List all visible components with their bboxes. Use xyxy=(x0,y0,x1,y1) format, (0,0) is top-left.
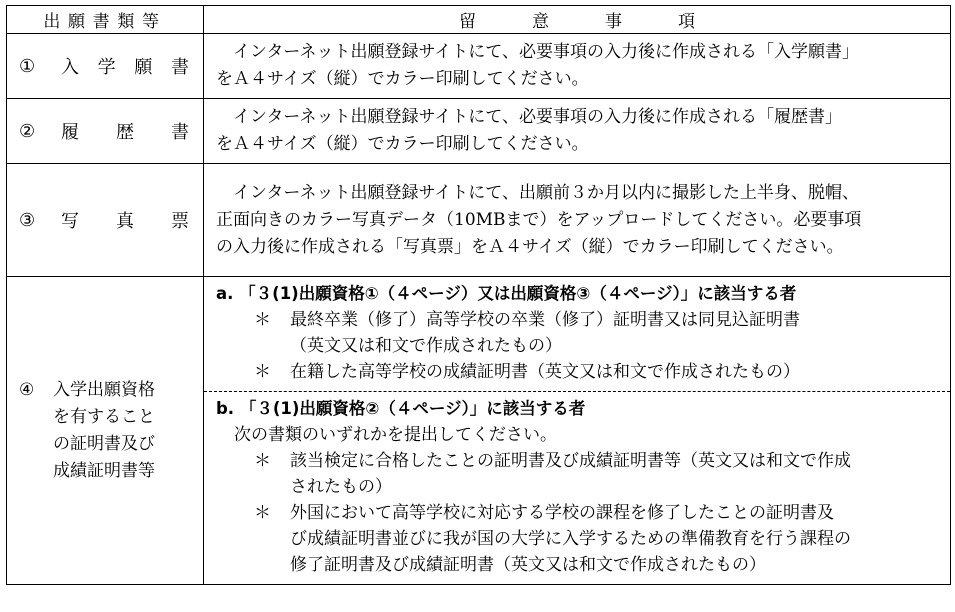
doc-name-cell xyxy=(7,99,204,164)
asterisk-mark: ＊ xyxy=(254,503,271,523)
item-number: ① xyxy=(19,55,36,77)
list-item xyxy=(216,359,940,385)
list-item-continuation: （英文又は和文で作成されたもの） xyxy=(290,336,562,356)
doc-name-char: 書 xyxy=(171,122,189,143)
doc-name-line: の証明書及び xyxy=(53,433,155,454)
doc-name-char: 真 xyxy=(116,211,134,232)
note-cell xyxy=(204,99,951,164)
header-notes-char: 事 xyxy=(605,12,622,32)
note-line: インターネット出願登録サイトにて、必要事項の入力後に作成される「履歴書」 xyxy=(233,107,842,127)
header-documents: 出願書類等 xyxy=(7,6,204,34)
doc-name-line: 成績証明書等 xyxy=(53,460,155,481)
list-item-text: 外国において高等学校に対応する学校の課程を修了したことの証明書及 xyxy=(290,503,834,523)
note-cell xyxy=(204,164,951,277)
doc-name-char: 票 xyxy=(171,211,189,232)
note-line: インターネット出願登録サイトにて、必要事項の入力後に作成される「入学願書」 xyxy=(233,42,859,62)
note-line: 正面向きのカラー写真データ（10MBまで）をアップロードしてください。必要事項 xyxy=(216,209,862,230)
header-notes-char: 項 xyxy=(678,12,695,32)
section-heading: b. 「３(1)出願資格②（４ページ）」に該当する者 xyxy=(216,399,586,418)
section-b xyxy=(204,391,950,584)
doc-name-char: 願 xyxy=(134,57,153,78)
table-row-resume xyxy=(7,99,951,164)
table-row-application-form xyxy=(7,34,951,99)
requirements-table xyxy=(6,5,951,585)
list-item-continuation: 修了証明書及び成績証明書（英文又は和文で作成されたもの） xyxy=(290,555,766,575)
note-line: の入力後に作成される「写真票」をＡ４サイズ（縦）でカラー印刷してください。 xyxy=(216,236,844,257)
doc-name-char: 学 xyxy=(97,57,116,78)
note-line: インターネット出願登録サイトにて、出願前３か月以内に撮影した上半身、脱帽、 xyxy=(233,182,859,203)
table-row-qualification xyxy=(7,277,951,585)
header-row xyxy=(7,6,951,34)
item-number: ② xyxy=(19,120,36,142)
list-item-text: 該当検定に合格したことの証明書及び成績証明書等（英文又は和文で作成 xyxy=(290,451,851,471)
doc-name-line: 入学出願資格 xyxy=(53,379,155,400)
doc-name-cell xyxy=(7,164,204,277)
doc-name-char: 書 xyxy=(170,57,189,78)
table-row-photo-card xyxy=(7,164,951,277)
doc-name-cell xyxy=(7,277,204,585)
list-item-text: 最終卒業（修了）高等学校の卒業（修了）証明書又は同見込証明書 xyxy=(290,310,800,330)
note-cell xyxy=(204,34,951,99)
header-notes-char: 意 xyxy=(532,12,549,32)
doc-name-line: を有すること xyxy=(53,406,155,427)
asterisk-mark: ＊ xyxy=(254,362,271,382)
doc-name-cell xyxy=(7,34,204,99)
header-notes xyxy=(204,6,951,34)
section-a xyxy=(204,277,950,391)
section-intro: 次の書類のいずれかを提出してください。 xyxy=(234,425,557,445)
list-item-continuation: されたもの） xyxy=(290,477,392,497)
note-line: をＡ４サイズ（縦）でカラー印刷してください。 xyxy=(216,134,589,154)
list-item-text: 在籍した高等学校の成績証明書（英文又は和文で作成されたもの） xyxy=(290,362,800,382)
doc-name-char: 履 xyxy=(61,122,79,143)
list-item xyxy=(216,448,940,474)
doc-name-char: 入 xyxy=(61,57,79,78)
asterisk-mark: ＊ xyxy=(254,310,271,330)
doc-name-char: 写 xyxy=(61,211,79,232)
note-cell xyxy=(204,277,951,585)
list-item xyxy=(216,500,940,526)
doc-name-char: 歴 xyxy=(116,122,134,143)
header-notes-char: 留 xyxy=(459,12,476,32)
asterisk-mark: ＊ xyxy=(254,451,271,471)
note-line: をＡ４サイズ（縦）でカラー印刷してください。 xyxy=(216,69,589,89)
section-heading: a. 「３(1)出願資格①（４ページ）又は出願資格③（４ページ）」に該当する者 xyxy=(216,284,797,303)
item-number: ④ xyxy=(19,379,35,400)
list-item-continuation: び成績証明書並びに我が国の大学に入学するための準備教育を行う課程の xyxy=(290,529,851,549)
list-item xyxy=(216,307,940,333)
item-number: ③ xyxy=(19,209,36,231)
